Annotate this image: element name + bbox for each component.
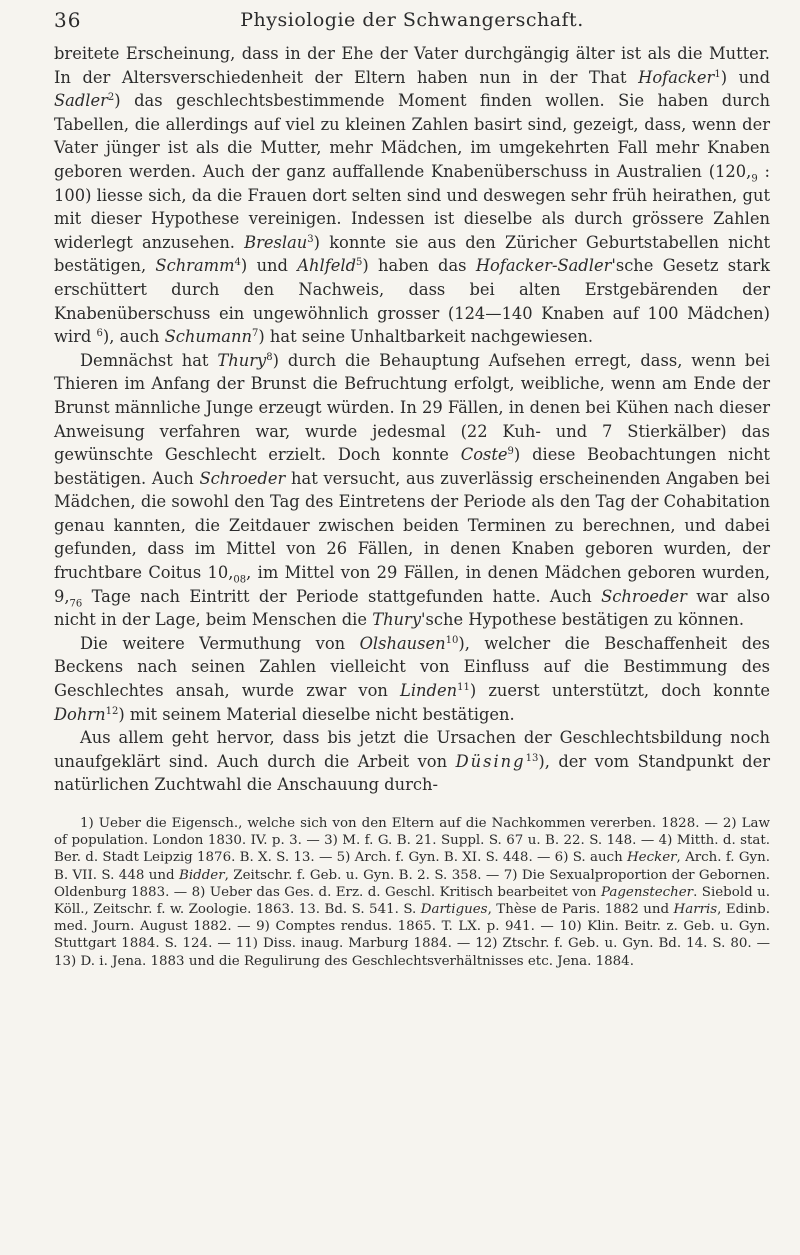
running-title: Physiologie der Schwangerschaft. bbox=[240, 9, 584, 31]
body-text bbox=[54, 42, 770, 797]
footnote-block: 1) Ueber die Eigensch., welche sich von den Eltern auf die Nachkommen vererben. 1828. — 2) Law of population. London 1830. IV. p. 3. — 3) M. f. G. B. 21. Suppl. S. 67 u. B. 22. S. 148. — 4) Mitth. d. stat. Ber. d. Stadt Leipzig 1876. B. X. S. 13. — 5) Arch. f. Gyn. B. XI. S. 448. — 6) S. auch Hecker, Arch. f. Gyn. B. VII. S. 448 und Bidder, Zeitschr. f. Geb. u. Gyn. B. 2. S. 358. — 7) Die Sexualproportion der Gebornen. Oldenburg 1883. — 8) Ueber das Ges. d. Erz. d. Geschl. Kritisch bearbeitet von Pagenstecher. Siebold u. Köll., Zeitschr. f. w. Zoologie. 1863. 13. Bd. S. 541. S. Dartigues, Thèse de Paris. 1882 und Harris, Edinb. med. Journ. August 1882. — 9) Comptes rendus. 1865. T. LX. p. 941. — 10) Klin. Beitr. z. Geb. u. Gyn. Stuttgart 1884. S. 124. — 11) Diss. inaug. Marburg 1884. — 12) Ztschr. f. Geb. u. Gyn. Bd. 14. S. 80. — 13) D. i. Jena. 1883 und die Regulirung des Geschlechtsverhältnisses etc. Jena. 1884. bbox=[54, 816, 771, 969]
page-number: 36 bbox=[54, 8, 82, 32]
page-header bbox=[54, 6, 770, 36]
paragraph-1: breitete Erscheinung, dass in der Ehe der Vater durchgängig älter ist als die Mutter. In der Altersverschiedenheit der Eltern haben nun in der That Hofacker$^1$) und Sadler$^2$) das geschlechtsbestimmende Moment finden wollen. Sie haben durch Tabellen, die allerdings auf viel zu kleinen Zahlen basirt sind, gezeigt, dass, wenn der Vater jünger ist als die Mutter, mehr Mädchen, im umgekehrten Fall mehr Knaben geboren werden. Auch der ganz auffallende Knabenüberschuss in Australien ($120,_9$ : 100) liesse sich, da die Frauen dort selten sind und deswegen sehr früh heirathen, gut mit dieser Hypothese vereinigen. Indessen ist dieselbe als durch grössere Zahlen widerlegt anzusehen. Breslau$^3$) konnte sie aus den Züricher Geburtstabellen nicht bestätigen, Schramm$^4$) und Ahlfeld$^5$) haben das Hofacker-Sadler'sche Gesetz stark erschüttert durch den Nachweis, dass bei alten Erstgebärenden der Knabenüberschuss ein ungewöhnlich grosser (124—140 Knaben auf 100 Mädchen) wird $^6$), auch Schumann$^7$) hat seine Unhaltbarkeit nachgewiesen. bbox=[54, 44, 771, 347]
paragraph-3: Die weitere Vermuthung von Olshausen$^{10}$), welcher die Beschaffenheit des Beckens nach seinen Zahlen vielleicht von Einfluss auf die Bestimmung des Geschlechtes ansah, wurde zwar von Linden$^{11}$) zuerst unterstützt, doch konnte Dohrn$^{12}$) mit seinem Material dieselbe nicht bestätigen. bbox=[54, 633, 770, 724]
paragraph-4: Aus allem geht hervor, dass bis jetzt die Ursachen der Geschlechtsbildung noch unaufgeklärt sind. Auch durch die Arbeit von Düsing$^{13}$), der vom Standpunkt der natürlichen Zuchtwahl die Anschauung durch- bbox=[54, 728, 770, 795]
footnotes bbox=[54, 815, 770, 970]
paragraph-2: Demnächst hat Thury$^8$) durch die Behauptung Aufsehen erregt, dass, wenn bei Thieren im Anfang der Brunst die Befruchtung erfolgt, weibliche, wenn am Ende der Brunst männliche Junge erzeugt würden. In 29 Fällen, in denen bei Kühen nach dieser Anweisung verfahren war, wurde jedesmal (22 Kuh- und 7 Stierkälber) das gewünschte Geschlecht erzielt. Doch konnte Coste$^9$) diese Beobachtungen nicht bestätigen. Auch Schroeder hat versucht, aus zuverlässig erscheinenden Angaben bei Mädchen, die sowohl den Tag des Eintretens der Periode als den Tag der Cohabitation genau kannten, die Zeitdauer zwischen beiden Terminen zu berechnen, und dabei gefunden, dass im Mittel von 26 Fällen, in denen Knaben geboren wurden, der fruchtbare Coitus $10,_{08}$, im Mittel von 29 Fällen, in denen Mädchen geboren wurden, $9,_{76}$ Tage nach Eintritt der Periode stattgefunden hatte. Auch Schroeder war also nicht in der Lage, beim Menschen die Thury'sche Hypothese bestätigen zu können. bbox=[54, 350, 770, 630]
